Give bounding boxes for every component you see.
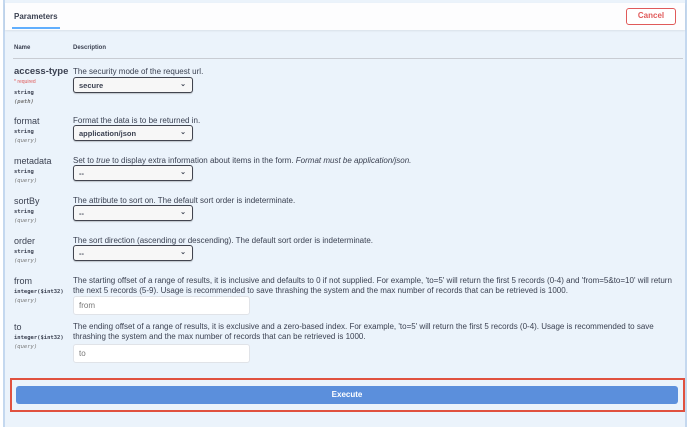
select-value: -- (79, 249, 84, 258)
metadata-select[interactable] (73, 165, 193, 181)
param-type: integer($int32) (14, 335, 64, 341)
select-value: -- (79, 209, 84, 218)
select-value: -- (79, 169, 84, 178)
param-description: The starting offset of a range of results, it is inclusive and defaults to 0 if not supplied. For example, 'to=5' will return the first 5 records (0-4) and 'from=5&to=10' will return the next 5 records (5-9). Usage is recommended to save thrashing the system and the max number of records that can be retrieved is 1000. (73, 276, 672, 295)
order-select[interactable] (73, 245, 193, 261)
execute-highlight (10, 378, 685, 412)
param-type: string (14, 209, 34, 215)
param-type: string (14, 90, 34, 96)
column-name: Name (14, 45, 31, 51)
param-name: to (14, 322, 22, 332)
param-type: string (14, 129, 34, 135)
select-value: application/json (79, 129, 137, 138)
chevron-down-icon: ⌄ (180, 209, 186, 216)
param-in: (query) (14, 218, 38, 224)
chevron-down-icon: ⌄ (180, 169, 186, 176)
description-text: to display extra information about items in the form. (109, 156, 296, 165)
param-name: sortBy (14, 196, 40, 206)
param-name: from (14, 276, 32, 286)
param-type: string (14, 169, 34, 175)
cancel-button[interactable]: Cancel (626, 8, 676, 25)
param-description: Format the data is to be returned in. (73, 116, 201, 125)
param-name: metadata (14, 156, 52, 166)
param-in: (query) (14, 344, 38, 350)
param-in: (query) (14, 138, 38, 144)
chevron-down-icon: ⌄ (180, 129, 186, 136)
param-in: (query) (14, 298, 38, 304)
parameters-header (5, 3, 685, 30)
description-emphasis: true (96, 156, 110, 165)
to-input[interactable]: to (73, 344, 250, 363)
param-in: (path) (14, 99, 34, 105)
execute-button[interactable]: Execute (16, 386, 678, 404)
param-name: format (14, 116, 40, 126)
select-value: secure (79, 81, 104, 90)
tab-active-indicator (12, 27, 60, 29)
param-description: The ending offset of a range of results, it is exclusive and a zero-based index. For example, 'to=5' will return the first 5 records (0-4). Usage is recommended to save thrashing the system and the max number of records that can be retrieved is 1000. (73, 322, 654, 341)
parameters-panel (3, 0, 687, 427)
param-description: The security mode of the request url. (73, 67, 204, 76)
param-name: access-type (14, 66, 69, 77)
column-description: Description (73, 45, 107, 51)
sortby-select[interactable] (73, 205, 193, 221)
param-name: order (14, 236, 36, 246)
divider (13, 58, 683, 59)
required-badge: * required (14, 79, 36, 85)
tab-parameters[interactable]: Parameters (14, 12, 58, 21)
format-select[interactable] (73, 125, 193, 141)
access-type-select[interactable] (73, 77, 193, 93)
param-type: integer($int32) (14, 289, 64, 295)
param-in: (query) (14, 178, 38, 184)
chevron-down-icon: ⌄ (180, 81, 186, 88)
description-emphasis: Format must be application/json. (295, 156, 412, 165)
from-input[interactable]: from (73, 296, 250, 315)
param-description: The attribute to sort on. The default sort order is indeterminate. (73, 196, 296, 205)
param-in: (query) (14, 258, 38, 264)
chevron-down-icon: ⌄ (180, 249, 186, 256)
param-type: string (14, 249, 34, 255)
param-description: The sort direction (ascending or descending). The default sort order is indeterminate. (73, 236, 374, 245)
description-text: Set to (73, 156, 97, 165)
